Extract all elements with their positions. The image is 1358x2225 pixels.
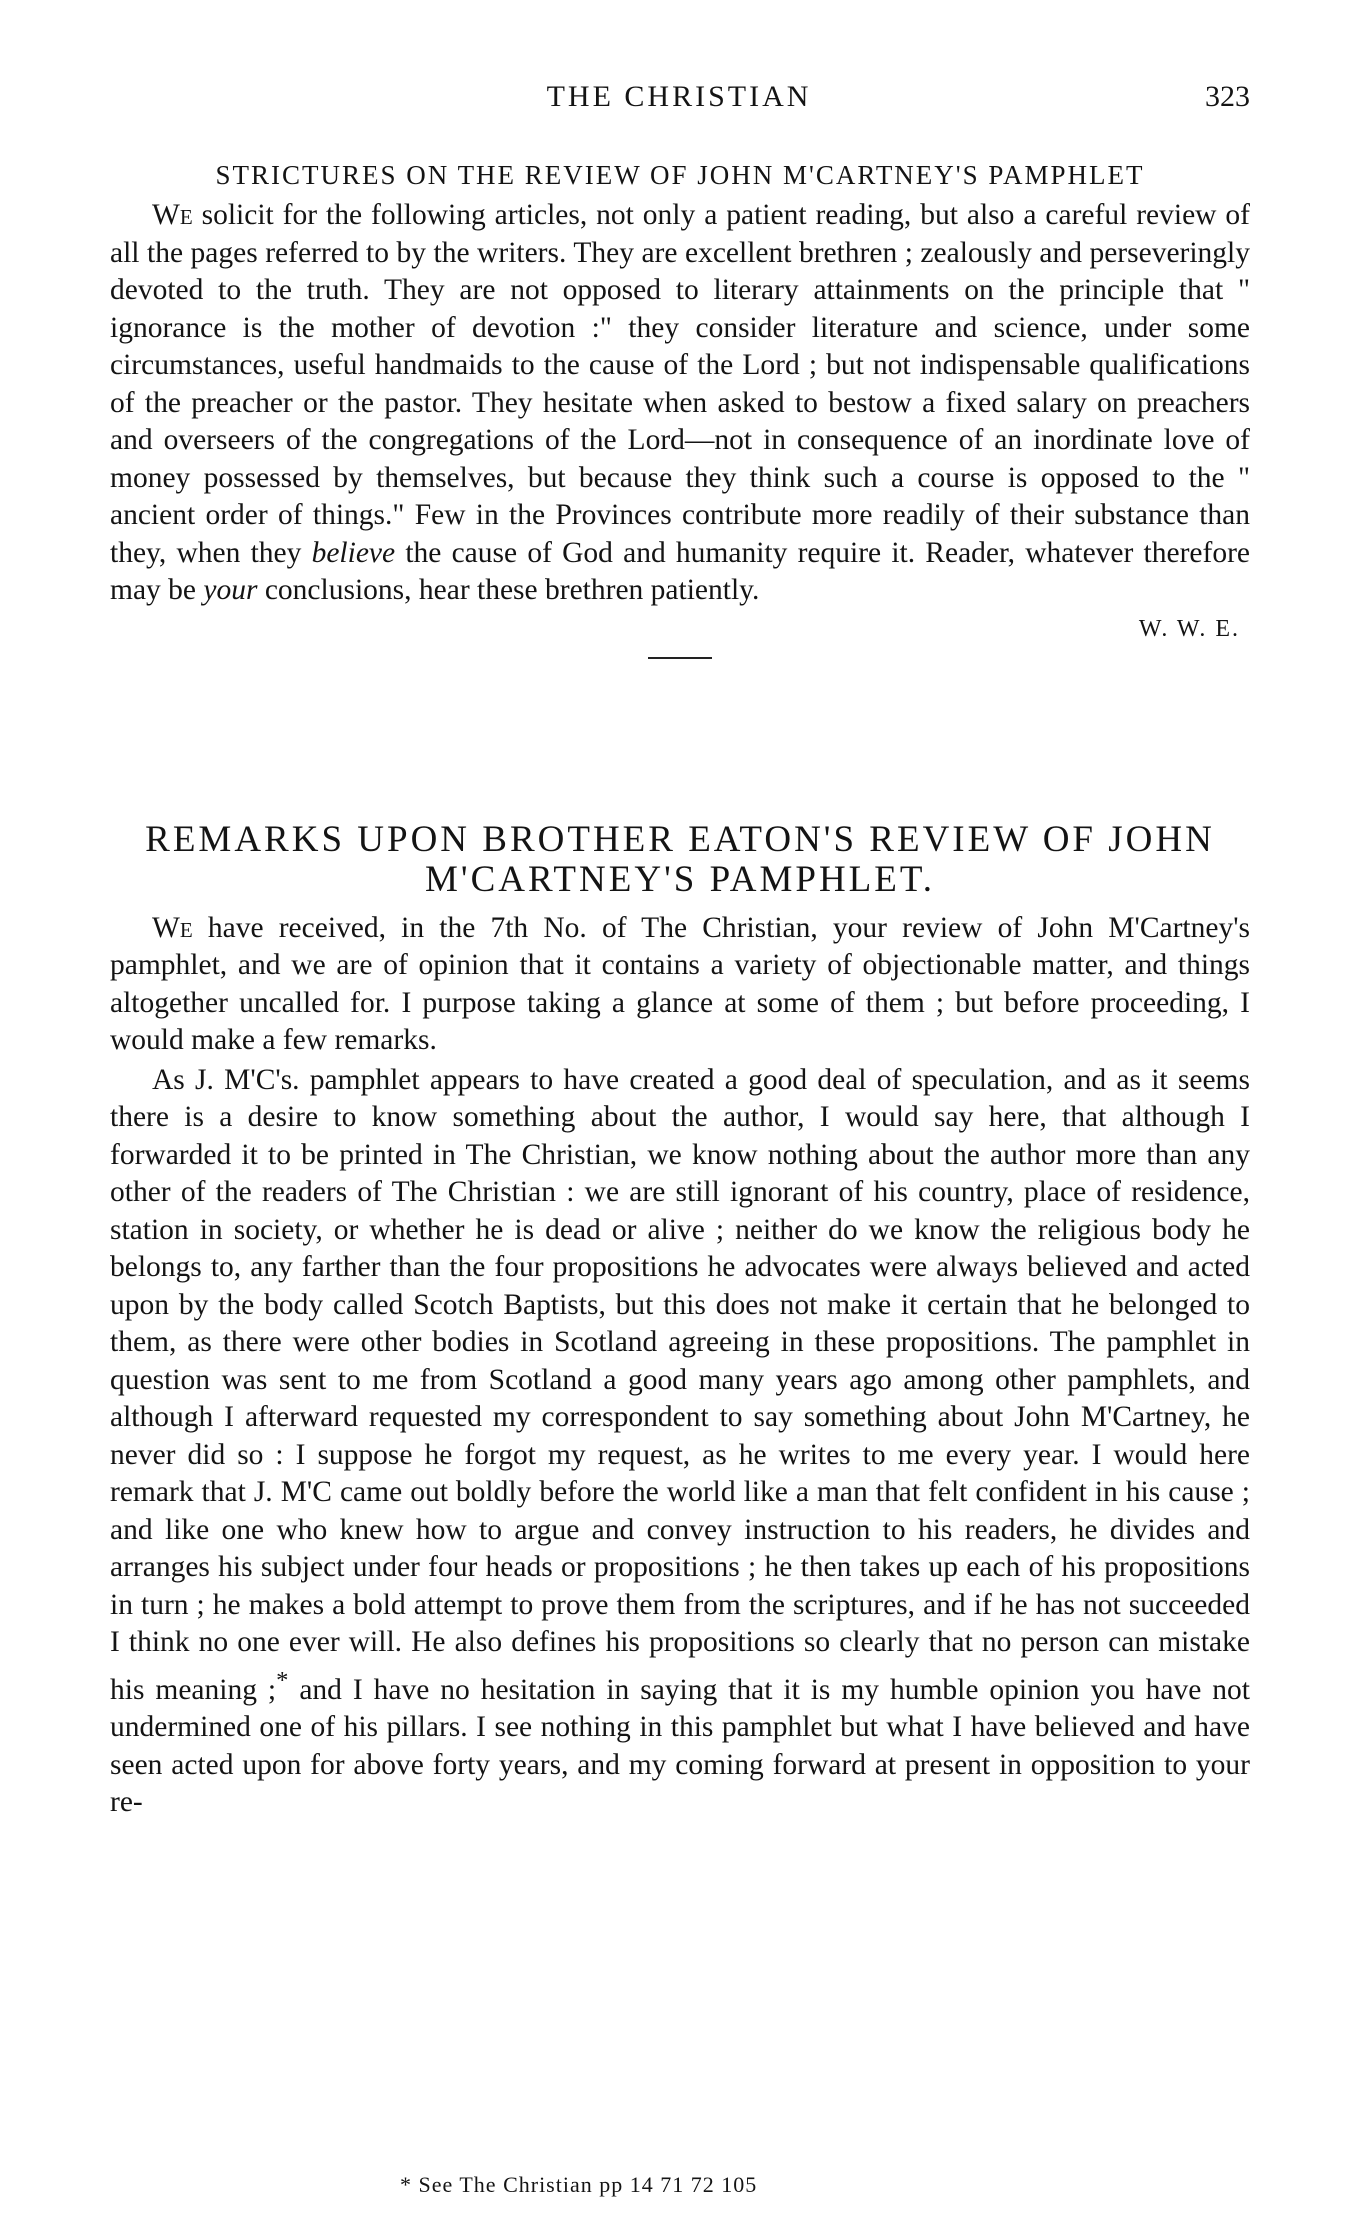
emphasis-text: believe (311, 536, 396, 569)
article-paragraph (110, 197, 1250, 610)
footnote-marker: * (276, 1666, 289, 1694)
journal-title: THE CHRISTIAN (546, 80, 812, 113)
paragraph-text: and I have no hesitation in saying that it is my humble opinion you have not undermined one of his pillars. I see nothing in this pamphlet but what I have believed and have seen acted upon for above forty years, and my coming forward at present in opposition to your re- (110, 1673, 1250, 1819)
article-heading: STRICTURES ON THE REVIEW OF JOHN M'CARTNEY'S PAMPHLET (215, 160, 1145, 190)
footnote: * See The Christian pp 14 71 72 105 (400, 2172, 758, 2197)
page-number: 323 (1205, 80, 1250, 113)
article-paragraph (110, 1062, 1250, 1822)
paragraph-text: As J. M'C's. pamphlet appears to have created a good deal of speculation, and as it seems there is a desire to know something about the author, I would say here, that although I forwarded it to be printed in The Christian, we know nothing about the author more than any other of the readers of The Christian : we are still ignorant of his country, place of residence, station in society, or whether he is dead or alive ; neither do we know the religious body he belongs to, any farther than the four propositions he advocates were always believed and acted upon by the body called Scotch Baptists, but this does not make it certain that he belonged to them, as there were other bodies in Scotland agreeing in these propositions. The pamphlet in question was sent to me from Scotland a good many years ago among other pamphlets, and although I afterward requested my correspondent to say something about John M'Cartney, he never did so : I suppose he forgot my request, as he writes to me every year. I would here remark that J. M'C came out boldly before the world like a man that felt confident in his cause ; and like one who knew how to argue and convey instruction to his readers, he divides and arranges his subject under four heads or propositions ; he then takes up each of his propositions in turn ; he makes a bold attempt to prove them from the scriptures, and if he has not succeeded I think no one ever will. He also defines his propositions so clearly that no person can mistake his meaning ; (110, 1063, 1250, 1706)
running-head (108, 80, 1250, 120)
emphasis-text: your (203, 574, 258, 606)
article-paragraph (110, 910, 1250, 1060)
article-remarks (110, 820, 1250, 1822)
paragraph-text: conclusions, hear these brethren patiently. (257, 574, 760, 606)
paragraph-text: have received, in the 7th No. of The Christian, your review of John M'Cartney's pamphlet, and we are of opinion that it contains a variety of objectionable matter, and things altogether uncalled for. I purpose taking a glance at some of them ; but before proceeding, I would make a few remarks. (110, 911, 1250, 1057)
section-divider (648, 657, 712, 659)
author-signature: W. W. E. (1138, 615, 1240, 642)
paragraph-text: solicit for the following articles, not only a patient reading, but also a careful review of all the pages referred to by the writers. They are excellent brethren ; zealously and perseveringly devoted to the truth. They are not opposed to literary attainments on the principle that " ignorance is the mother of devotion :" they consider literature and science, under some circumstances, useful handmaids to the cause of the Lord ; but not indispensable qualifications of the preacher or the pastor. They hesitate when asked to bestow a fixed salary on preachers and overseers of the congregations of the Lord—not in consequence of an inordinate love of money possessed by themselves, but because they think such a course is opposed to the " ancient order of things." Few in the Provinces contribute more readily of their substance than they, when they (110, 199, 1250, 569)
article-heading: REMARKS UPON BROTHER EATON'S REVIEW OF JOHN M'CARTNEY'S PAMPHLET. (145, 819, 1215, 900)
paragraph-text: the cause of God and humanity require it. Reader, whatever therefore may be (110, 536, 1251, 606)
article-strictures (110, 160, 1250, 669)
lead-word: We (152, 911, 193, 944)
lead-word: We (152, 199, 193, 231)
